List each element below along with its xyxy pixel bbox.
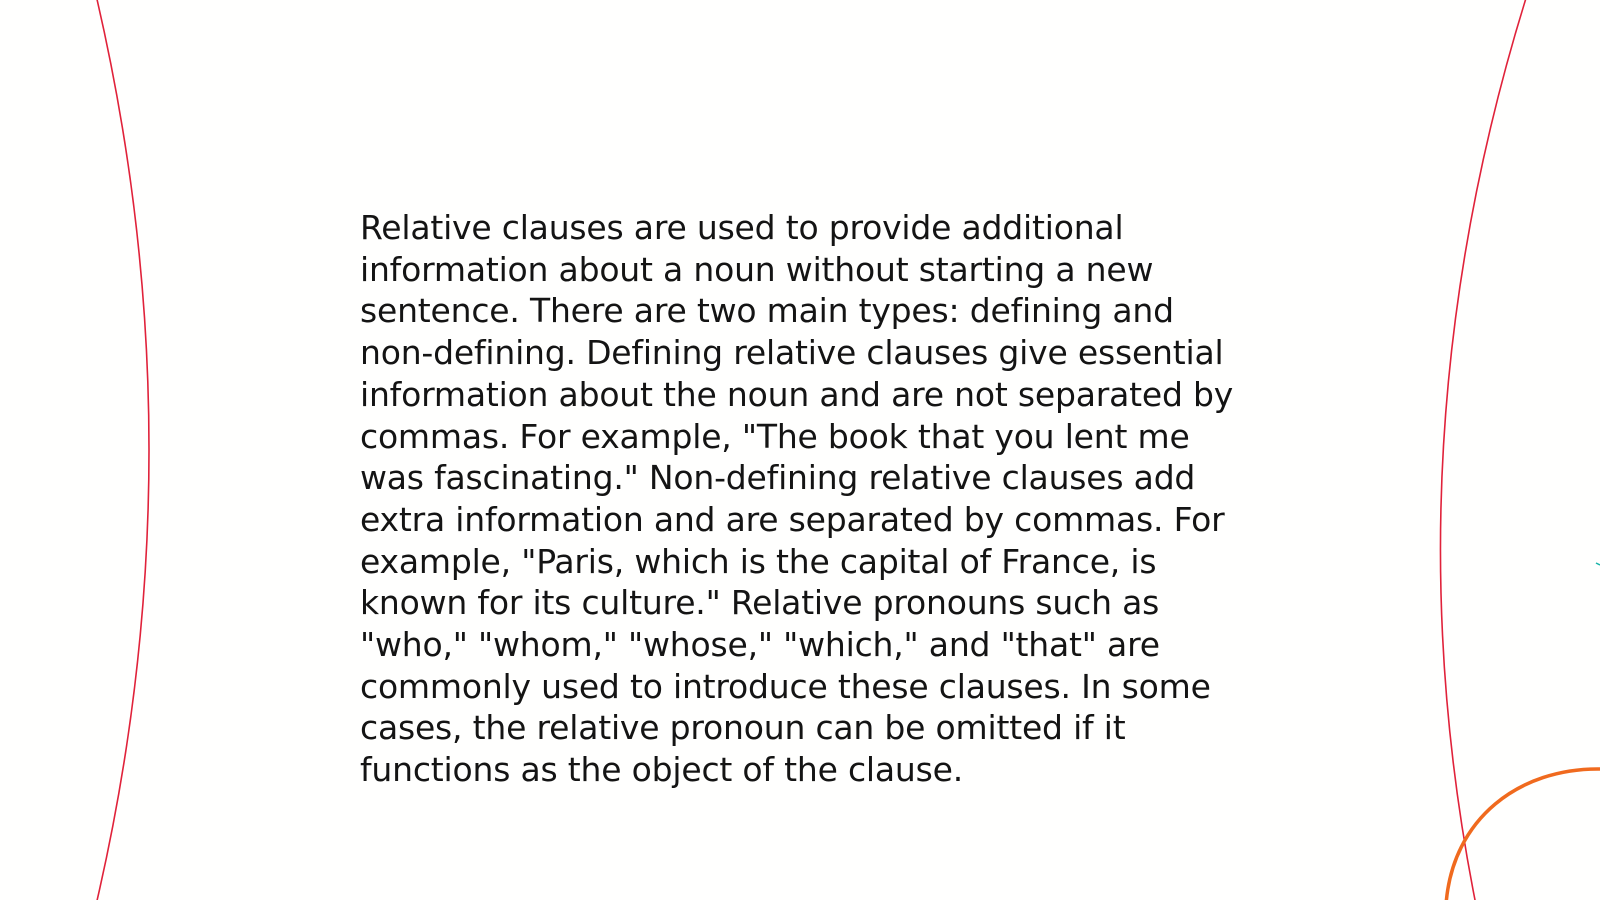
body-paragraph <box>360 207 1240 791</box>
text-line: was fascinating." Non-defining relative clauses add <box>360 458 1196 498</box>
text-line: extra information and are separated by commas. For <box>360 499 1225 539</box>
text-line: commas. For example, "The book that you lent me <box>360 416 1190 456</box>
text-line: commonly used to introduce these clauses. In some <box>360 666 1211 706</box>
text-line: information about the noun and are not separated by <box>360 374 1234 414</box>
teal-tick <box>1596 563 1600 565</box>
text-line: non-defining. Defining relative clauses give essential <box>360 333 1224 373</box>
text-line: known for its culture." Relative pronouns such as <box>360 583 1160 623</box>
text-line: functions as the object of the clause. <box>360 750 963 790</box>
text-line: Relative clauses are used to provide additional <box>360 208 1124 247</box>
text-line: cases, the relative pronoun can be omitted if it <box>360 708 1126 748</box>
text-line: sentence. There are two main types: defining and <box>360 291 1174 331</box>
text-line: information about a noun without starting a new <box>360 249 1154 289</box>
left-curve <box>96 0 149 900</box>
text-line: example, "Paris, which is the capital of France, is <box>360 541 1157 581</box>
orange-arc <box>1446 769 1600 900</box>
right-curve <box>1440 0 1527 900</box>
text-line: "who," "whom," "whose," "which," and "that" are <box>360 625 1160 665</box>
